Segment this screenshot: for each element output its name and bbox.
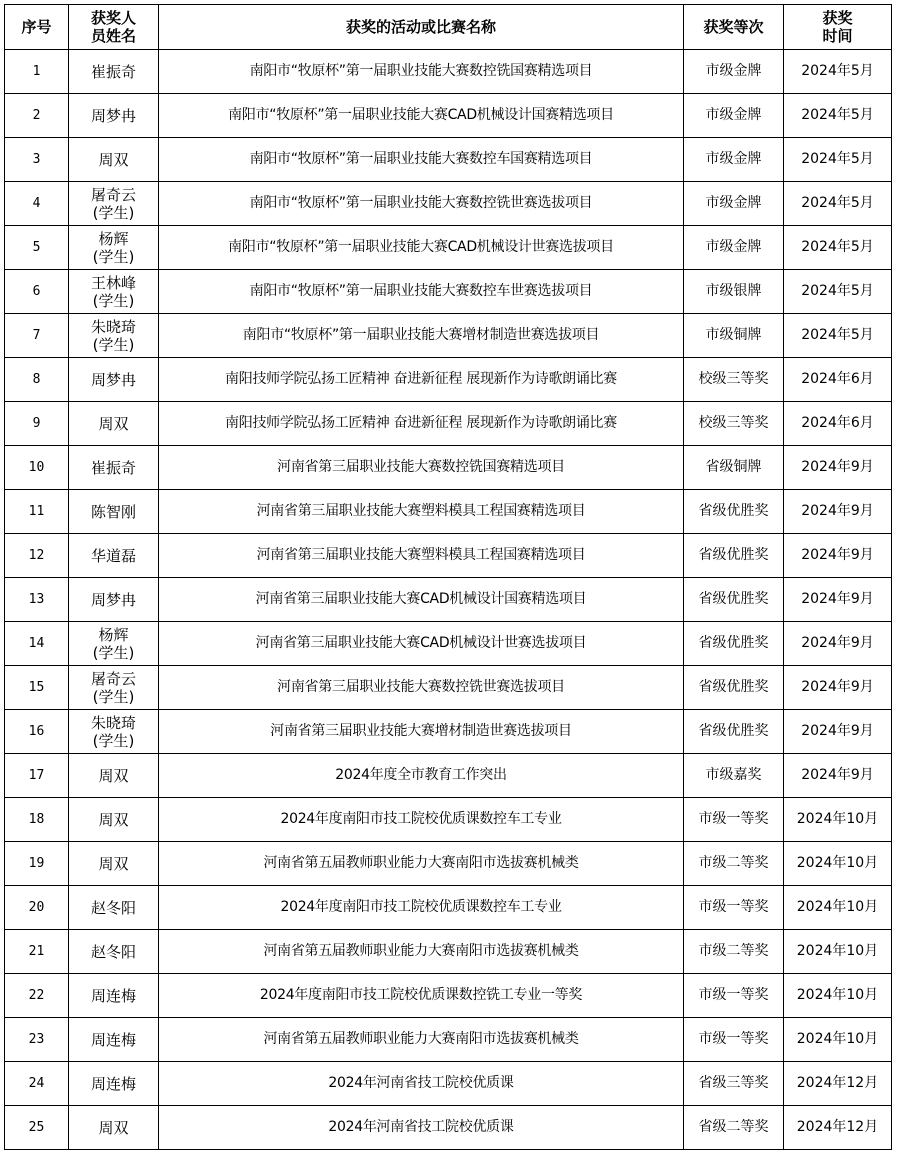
table-row [5,534,892,578]
activity-cell: 南阳市“牧原杯”第一届职业技能大赛数控车世赛选拔项目 [159,270,684,314]
award-level-cell: 市级金牌 [684,226,784,270]
table-body [5,50,892,1150]
award-time-cell: 2024年9月 [784,534,892,578]
seq-cell: 17 [5,754,69,798]
award-level-cell: 校级三等奖 [684,402,784,446]
award-level-cell: 省级优胜奖 [684,666,784,710]
seq-cell: 24 [5,1062,69,1106]
name-cell [69,1106,159,1150]
activity-cell: 南阳市“牧原杯”第一届职业技能大赛增材制造世赛选拔项目 [159,314,684,358]
table-row [5,622,892,666]
award-level-cell: 省级二等奖 [684,1106,784,1150]
person-name: 杨辉 [98,229,129,248]
name-cell [69,50,159,94]
table-row [5,138,892,182]
activity-cell: 2024年度全市教育工作突出 [159,754,684,798]
table-row [5,842,892,886]
name-cell [69,622,159,666]
name-cell [69,358,159,402]
activity-cell: 2024年度南阳市技工院校优质课数控铣工专业一等奖 [159,974,684,1018]
activity-cell: 河南省第三届职业技能大赛数控铣国赛精选项目 [159,446,684,490]
award-level-cell: 市级一等奖 [684,1018,784,1062]
table-row [5,666,892,710]
award-time-cell: 2024年10月 [784,1018,892,1062]
person-name: 陈智刚 [90,502,136,521]
award-level-cell: 省级优胜奖 [684,710,784,754]
header-seq: 序号 [5,5,69,50]
award-level-cell: 省级铜牌 [684,446,784,490]
name-cell [69,1018,159,1062]
award-time-cell: 2024年9月 [784,578,892,622]
award-time-cell: 2024年5月 [784,314,892,358]
person-role-note: (学生) [92,203,135,222]
table-row [5,1018,892,1062]
seq-cell: 6 [5,270,69,314]
award-level-cell: 市级一等奖 [684,798,784,842]
seq-cell: 10 [5,446,69,490]
name-cell [69,270,159,314]
awards-sheet [4,4,892,1150]
name-cell [69,710,159,754]
name-cell [69,578,159,622]
name-cell [69,798,159,842]
person-name: 华道磊 [90,546,136,565]
person-name: 赵冬阳 [90,942,136,961]
name-cell [69,842,159,886]
activity-cell: 河南省第三届职业技能大赛塑料模具工程国赛精选项目 [159,534,684,578]
activity-cell: 河南省第三届职业技能大赛数控铣世赛选拔项目 [159,666,684,710]
seq-cell: 12 [5,534,69,578]
seq-cell: 22 [5,974,69,1018]
activity-cell: 南阳技师学院弘扬工匠精神 奋进新征程 展现新作为诗歌朗诵比赛 [159,358,684,402]
award-time-cell: 2024年5月 [784,50,892,94]
name-cell [69,182,159,226]
table-row [5,270,892,314]
award-time-cell: 2024年10月 [784,974,892,1018]
name-cell [69,402,159,446]
award-time-cell: 2024年6月 [784,358,892,402]
award-level-cell: 市级铜牌 [684,314,784,358]
person-name: 赵冬阳 [90,898,136,917]
awards-table [4,4,892,1150]
award-time-cell: 2024年5月 [784,94,892,138]
name-cell [69,974,159,1018]
person-role-note: (学生) [92,335,135,354]
award-time-cell: 2024年10月 [784,886,892,930]
activity-cell: 南阳市“牧原杯”第一届职业技能大赛数控铣国赛精选项目 [159,50,684,94]
name-cell [69,314,159,358]
seq-cell: 20 [5,886,69,930]
header-time-line2: 时间 [822,27,853,45]
table-row [5,182,892,226]
award-level-cell: 市级一等奖 [684,886,784,930]
table-row [5,1106,892,1150]
table-row [5,930,892,974]
award-level-cell: 省级优胜奖 [684,578,784,622]
name-cell [69,94,159,138]
table-row [5,798,892,842]
header-row [5,5,892,50]
award-time-cell: 2024年9月 [784,710,892,754]
award-time-cell: 2024年5月 [784,226,892,270]
name-cell [69,666,159,710]
award-level-cell: 省级三等奖 [684,1062,784,1106]
person-name: 周连梅 [90,986,136,1005]
table-row [5,50,892,94]
award-level-cell: 市级金牌 [684,50,784,94]
seq-cell: 9 [5,402,69,446]
award-time-cell: 2024年10月 [784,842,892,886]
name-cell [69,754,159,798]
person-name: 杨辉 [98,625,129,644]
seq-cell: 2 [5,94,69,138]
person-name: 崔振奇 [90,458,136,477]
activity-cell: 2024年度南阳市技工院校优质课数控车工专业 [159,886,684,930]
seq-cell: 14 [5,622,69,666]
award-time-cell: 2024年6月 [784,402,892,446]
person-name: 周双 [98,766,129,785]
award-level-cell: 省级优胜奖 [684,622,784,666]
seq-cell: 11 [5,490,69,534]
award-level-cell: 市级二等奖 [684,930,784,974]
award-level-cell: 市级二等奖 [684,842,784,886]
header-time-line1: 获奖 [822,9,853,27]
seq-cell: 3 [5,138,69,182]
table-row [5,490,892,534]
name-cell [69,534,159,578]
table-row [5,578,892,622]
person-name: 周双 [98,414,129,433]
award-level-cell: 市级银牌 [684,270,784,314]
table-row [5,314,892,358]
activity-cell: 2024年河南省技工院校优质课 [159,1106,684,1150]
name-cell [69,138,159,182]
award-time-cell: 2024年10月 [784,930,892,974]
header-name-line2: 员姓名 [90,27,136,45]
activity-cell: 南阳市“牧原杯”第一届职业技能大赛数控铣世赛选拔项目 [159,182,684,226]
seq-cell: 19 [5,842,69,886]
seq-cell: 13 [5,578,69,622]
name-cell [69,1062,159,1106]
header-level: 获奖等次 [684,5,784,50]
award-time-cell: 2024年9月 [784,666,892,710]
name-cell [69,490,159,534]
seq-cell: 18 [5,798,69,842]
activity-cell: 南阳市“牧原杯”第一届职业技能大赛CAD机械设计世赛选拔项目 [159,226,684,270]
award-level-cell: 省级优胜奖 [684,534,784,578]
award-level-cell: 市级嘉奖 [684,754,784,798]
seq-cell: 16 [5,710,69,754]
table-row [5,446,892,490]
award-level-cell: 市级金牌 [684,94,784,138]
activity-cell: 南阳市“牧原杯”第一届职业技能大赛数控车国赛精选项目 [159,138,684,182]
person-name: 周双 [98,150,129,169]
person-name: 周双 [98,1118,129,1137]
person-name: 周连梅 [90,1030,136,1049]
seq-cell: 1 [5,50,69,94]
activity-cell: 2024年河南省技工院校优质课 [159,1062,684,1106]
activity-cell: 河南省第五届教师职业能力大赛南阳市选拔赛机械类 [159,1018,684,1062]
table-row [5,358,892,402]
award-time-cell: 2024年12月 [784,1062,892,1106]
award-level-cell: 省级优胜奖 [684,490,784,534]
seq-cell: 23 [5,1018,69,1062]
person-name: 周连梅 [90,1074,136,1093]
header-name-line1: 获奖人 [90,9,136,27]
person-role-note: (学生) [92,687,135,706]
activity-cell: 河南省第三届职业技能大赛增材制造世赛选拔项目 [159,710,684,754]
name-cell [69,226,159,270]
table-row [5,226,892,270]
header-name [69,5,159,50]
activity-cell: 南阳技师学院弘扬工匠精神 奋进新征程 展现新作为诗歌朗诵比赛 [159,402,684,446]
person-name: 朱晓琦 [90,713,136,732]
person-name: 屠奇云 [90,669,136,688]
award-time-cell: 2024年9月 [784,622,892,666]
seq-cell: 5 [5,226,69,270]
person-name: 周梦冉 [90,370,136,389]
person-role-note: (学生) [92,643,135,662]
seq-cell: 25 [5,1106,69,1150]
award-time-cell: 2024年5月 [784,138,892,182]
award-level-cell: 市级金牌 [684,182,784,226]
table-row [5,710,892,754]
person-name: 周双 [98,854,129,873]
award-level-cell: 市级一等奖 [684,974,784,1018]
activity-cell: 南阳市“牧原杯”第一届职业技能大赛CAD机械设计国赛精选项目 [159,94,684,138]
table-row [5,886,892,930]
person-name: 王林峰 [90,273,136,292]
award-time-cell: 2024年9月 [784,490,892,534]
award-time-cell: 2024年5月 [784,270,892,314]
award-time-cell: 2024年10月 [784,798,892,842]
name-cell [69,886,159,930]
seq-cell: 15 [5,666,69,710]
activity-cell: 河南省第三届职业技能大赛CAD机械设计国赛精选项目 [159,578,684,622]
table-row [5,754,892,798]
person-name: 周梦冉 [90,106,136,125]
award-time-cell: 2024年9月 [784,754,892,798]
person-role-note: (学生) [92,731,135,750]
person-name: 周双 [98,810,129,829]
award-time-cell: 2024年12月 [784,1106,892,1150]
activity-cell: 2024年度南阳市技工院校优质课数控车工专业 [159,798,684,842]
seq-cell: 8 [5,358,69,402]
person-name: 崔振奇 [90,62,136,81]
activity-cell: 河南省第五届教师职业能力大赛南阳市选拔赛机械类 [159,842,684,886]
person-name: 屠奇云 [90,185,136,204]
person-role-note: (学生) [92,291,135,310]
award-time-cell: 2024年5月 [784,182,892,226]
seq-cell: 21 [5,930,69,974]
table-row [5,94,892,138]
activity-cell: 河南省第五届教师职业能力大赛南阳市选拔赛机械类 [159,930,684,974]
award-time-cell: 2024年9月 [784,446,892,490]
seq-cell: 4 [5,182,69,226]
name-cell [69,446,159,490]
person-name: 周梦冉 [90,590,136,609]
person-role-note: (学生) [92,247,135,266]
table-row [5,402,892,446]
table-row [5,974,892,1018]
award-level-cell: 校级三等奖 [684,358,784,402]
activity-cell: 河南省第三届职业技能大赛塑料模具工程国赛精选项目 [159,490,684,534]
person-name: 朱晓琦 [90,317,136,336]
name-cell [69,930,159,974]
activity-cell: 河南省第三届职业技能大赛CAD机械设计世赛选拔项目 [159,622,684,666]
header-time [784,5,892,50]
header-activity: 获奖的活动或比赛名称 [159,5,684,50]
table-row [5,1062,892,1106]
award-level-cell: 市级金牌 [684,138,784,182]
seq-cell: 7 [5,314,69,358]
